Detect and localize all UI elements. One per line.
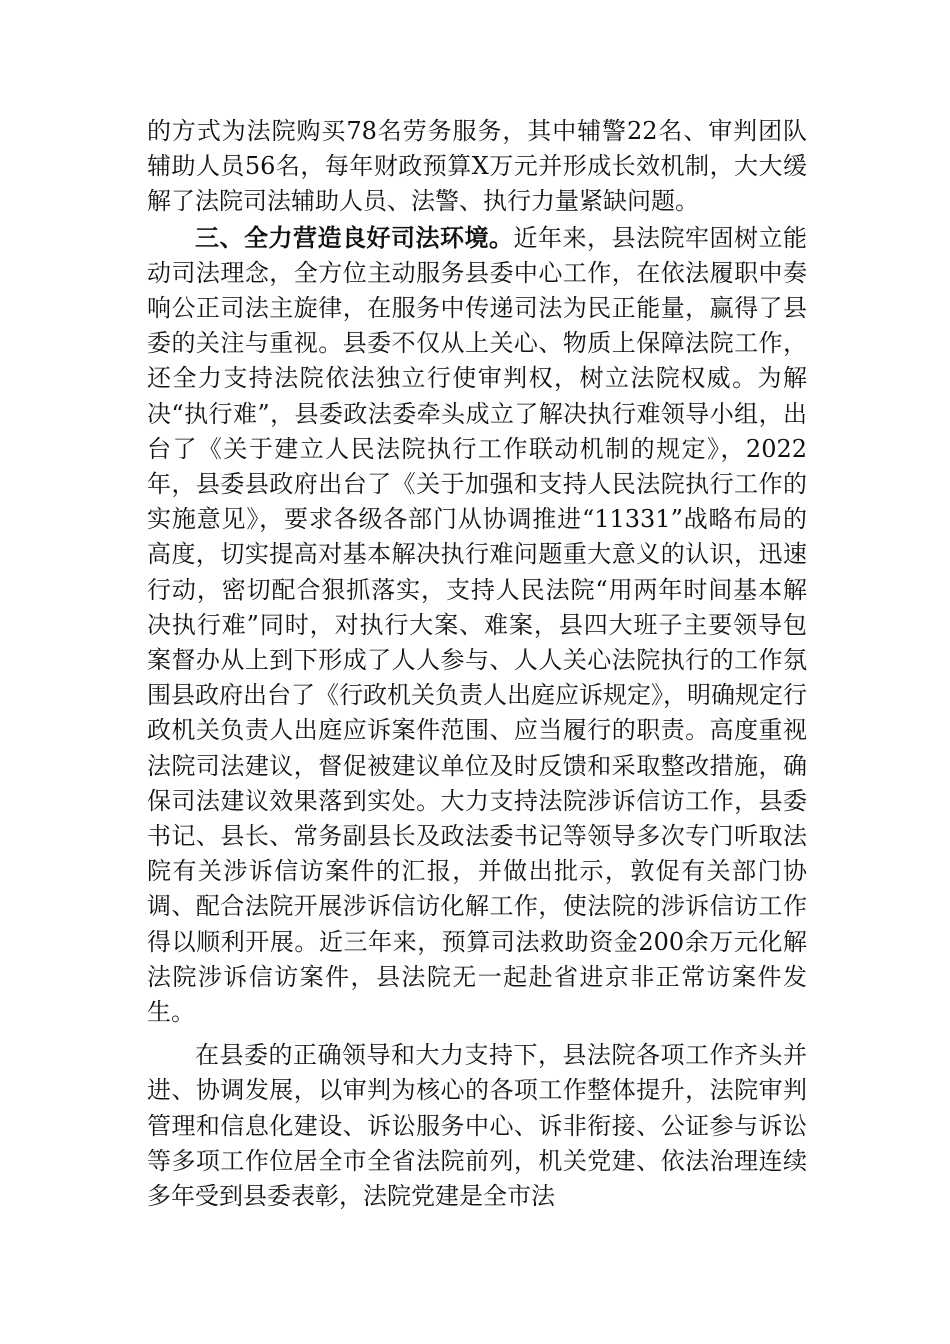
section-three-heading: 三、全力营造良好司法环境。 — [195, 222, 514, 252]
section-three-body: 近年来，县法院牢固树立能动司法理念，全方位主动服务县委中心工作，在依法履职中奏响公正司法主旋律，在服务中传递司法为民正能量，赢得了县委的关注与重视。县委不仅从上关心、物质上保障法院工作，还全力支持法院依法独立行使审判权，树立法院权威。为解决“执行难”，县委政法委牵头成立了解决执行难领导小组，出台了《关于建立人民法院执行工作联动机制的规定》，2022年，县委县政府出台了《关于加强和支持人民法院执行工作的实施意见》，要求各级各部门从协调推进“11331”战略布局的高度，切实提高对基本解决执行难问题重大意义的认识，迅速行动，密切配合狠抓落实，支持人民法院“用两年时间基本解决执行难”同时，对执行大案、难案，县四大班子主要领导包案督办从上到下形成了人人参与、人人关心法院执行的工作氛围县政府出台了《行政机关负责人出庭应诉规定》，明确规定行政机关负责人出庭应诉案件范围、应当履行的职责。高度重视法院司法建议，督促被建议单位及时反馈和采取整改措施，确保司法建议效果落到实处。大力支持法院涉诉信访工作，县委书记、县长、常务副县长及政法委书记等领导多次专门听取法院有关涉诉信访案件的汇报，并做出批示，敦促有关部门协调、配合法院开展涉诉信访化解工作，使法院的涉诉信访工作得以顺利开展。近三年来，预算司法救助资金200余万元化解法院涉诉信访案件，县法院无一起赴省进京非正常访案件发生。 — [147, 223, 807, 1027]
document-body — [147, 114, 807, 1214]
closing-paragraph: 在县委的正确领导和大力支持下，县法院各项工作齐头并进、协调发展，以审判为核心的各项工作整体提升，法院审判管理和信息化建设、诉讼服务中心、诉非衔接、公证参与诉讼等多项工作位居全市全省法院前列，机关党建、依法治理连续多年受到县委表彰，法院党建是全市法 — [147, 1041, 807, 1211]
section-three-paragraph — [147, 220, 807, 1031]
paragraph-continuation: 的方式为法院购买78名劳务服务，其中辅警22名、审判团队辅助人员56名，每年财政预算X万元并形成长效机制，大大缓解了法院司法辅助人员、法警、执行力量紧缺问题。 — [147, 117, 807, 216]
